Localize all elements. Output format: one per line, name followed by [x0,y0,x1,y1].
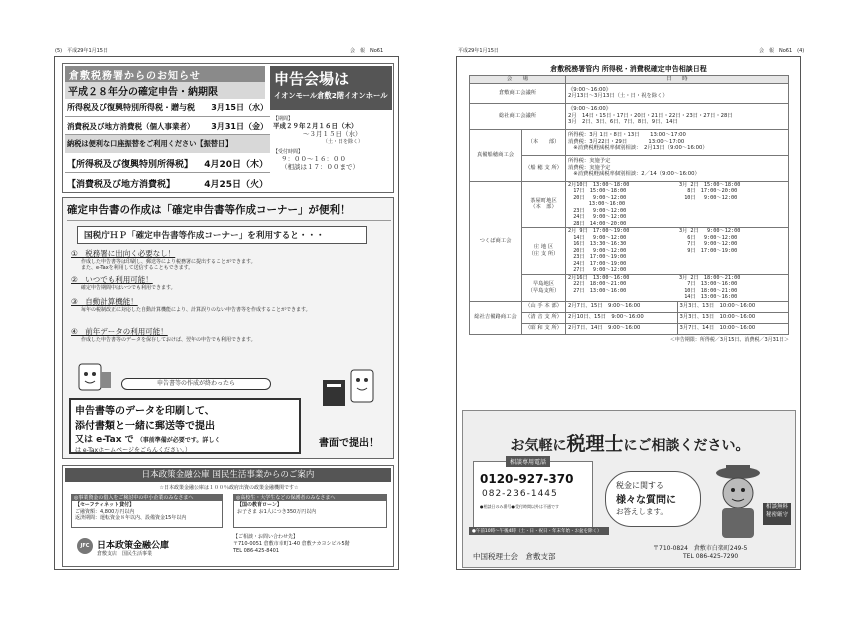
callout-line3: 又は e-Tax で [75,435,134,445]
jfc-contact [233,534,387,554]
benefit-item [71,248,389,274]
callout-line3b: （事前準備が必要です。詳しく [136,437,221,444]
benefit-body: 作成した申告書等のデータを保存しておけば、翌年の申告でも利用できます。 [81,337,256,343]
callout-line2: 添付書類と一緒に郵送等で提出 [75,421,215,432]
benefit-heading: ④ 前年データの利用可能！ [71,327,168,336]
deadline-row [65,117,270,135]
date-cell: 3月3日、13日 10:00～16:00 [677,301,789,312]
deadline-label: 納税は便利な口座振替をご利用ください【振替日】 [67,139,233,148]
deadline-list [65,98,270,193]
efile-caption: 申告書等の作成が終わったら [121,378,271,390]
submit-text: 書面で提出！ [319,438,379,449]
venue-cell: つくば商工会 [470,181,522,301]
jfc-loan-name: 【セーフティネット貸付】 [75,502,135,508]
deadline-label: 消費税及び地方消費税（個人事業者） [67,122,195,131]
tax-notice-title: 平成２８年分の確定申告・納期限 [65,82,265,99]
right-header-issue: 会 報 No61 (4) [759,48,805,54]
tax-mascot-icon [75,362,115,396]
sub-venue-cell: 早島地区 （早島支所） [522,274,566,301]
deadline-label: 【消費税及び地方消費税】 [67,180,176,190]
deadline-date: 3月15日（水） [211,103,268,112]
deadline-date: 4月25日（火） [204,180,268,190]
date-cell: 3月 2日 15:00～18:00 8日 17:00～20:00 10日 9:00～12:00 [677,181,789,228]
deadline-row [65,98,270,117]
deadline-date: 3月31日（金） [211,122,268,131]
sub-venue-cell: 庄 地 区 （庄 支 所） [522,228,566,275]
benefit-heading: ② いつでも利用可能！ [71,275,153,284]
benefit-body: 確定申告期間中はいつでも利用できます。 [81,285,176,291]
benefit-item [71,326,389,348]
date-cell: 2月 9日 17:00～19:00 14日 9:00～12:00 16日 13:30～16:30 20日 9:00～12:00 23日 17:00～19:00 24日 17:00～19:00 27日 9:00～12:00 [566,228,678,275]
benefit-item [71,296,389,326]
date-cell: 2月10日、15日 9:00～16:00 [566,312,678,323]
period-note: （土・日を除く） [323,138,364,145]
venue-details [273,116,391,172]
jfc-edu-head: ◎高校生・大学生などの保護者のみなさまへ [234,495,386,501]
table-row [470,301,789,312]
sub-venue-cell: （船 穂 支 所） [522,155,566,181]
callout-line1: 申告書等のデータを印刷して、 [75,406,215,417]
venue-cell: 総社商工会議所 [470,103,566,129]
tax-notice-banner: 倉敷税務署からのお知らせ [65,66,265,83]
ad-tel-label: 相談専用電話 [506,456,550,467]
date-cell: 2月7日、15日 9:00～16:00 [566,301,678,312]
ad-phone-card [473,461,593,535]
left-page [0,0,429,621]
date-cell: 2月16日 13:00～16:00 22日 18:00～21:00 27日 13:00～16:00 [566,274,678,301]
table-row [470,103,789,129]
right-header-date: 平成29年1月15日 [458,48,499,54]
venue-cell: 真備船穂商工会 [470,129,522,181]
ad-tel-note: ●相談日のみ番号●受付時間以外は不通です [480,504,559,509]
jfc-branch: 倉敷支店 国民生活事業 [97,551,153,557]
hours-label: 【受付時間】 [273,148,304,155]
jfc-contact-tel: TEL 086-425-8401 [233,547,280,554]
col-venue: 会 場 [470,76,566,84]
date-cell: 《9:00～16:00》 2月 14日・15日・17日・20日・21日・22日・23日・27日・28日 3月 2日、3日、6日、7日、8日、9日、14日 [566,103,789,129]
tax-notice [62,63,394,193]
ad-headline [463,429,797,456]
date-cell: 3月 2日 18:00～21:00 7日 13:00～16:00 10日 18:00～21:00 14日 13:00～16:00 [677,274,789,301]
jfc-logo-text: 日本政策金融公庫 [97,541,170,551]
jfc-title: 日本政策金融公庫 国民生活事業からのご案内 [65,468,391,482]
deadline-date: 4月20日（木） [204,160,268,170]
period-label: 【期間】 [273,116,294,122]
sub-venue-cell: （本 部） [522,129,566,155]
period-to: ～３月１５日（水） [303,130,362,139]
period-value: 平成２９年２月１６日（木） [273,122,358,130]
callout-line4: は e-Taxホームページをごらんください。） [75,447,191,454]
accountant-mascot-icon [708,463,768,543]
efile-title: 確定申告書の作成は「確定申告書等作成コーナー」が便利！ [67,202,391,221]
ad-headline-a: お気軽に [510,438,567,454]
ad-tel: TEL 086-425-7290 [683,553,739,561]
jfc-loan-amount: ご融資額：4,800万円以内 [75,509,135,515]
venue-title: 申告会場は [274,70,350,88]
date-cell: 3月3日、13日 10:00～16:00 [677,312,789,323]
date-cell: 所得税：実施予定 消費税：実施予定 ※消費税軽減税率個別相談：2／14（9:00～16:00） [566,155,789,181]
jfc-edu-amount: お子さま お1人につき350万円以内 [237,509,317,515]
jfc-loan-period: 返済期間：運転資金８年以内、設備資金15年以内 [75,515,187,521]
date-cell: 所得税：3月 1日・8日・13日 13:00～17:00 消費税：3月22日・29日 13:00～17:00 ※消費税軽減税率個別相談： 2月13日（9:00～16:00） [566,129,789,155]
date-cell: 3月7日、14日 10:00～16:00 [677,323,789,334]
benefit-heading: ① 税務署に出向く必要なし！ [71,249,176,258]
efile-subtitle: 国税庁ＨＰ「確定申告書等作成コーナー」を利用すると・・・ [77,226,367,244]
ad-tel2: 082-236-1445 [482,489,558,499]
table-row [470,83,789,103]
hours-note: （相談は１７：００まで） [281,163,359,172]
deadline-row [65,153,270,173]
postbox-mascot-icon [321,366,381,408]
schedule-title: 倉敷税務署管内 所得税・消費税確定申告相談日程 [550,65,707,73]
ad-hours: ●午前10時～午後4時（土・日・祝日・年末年始・お盆を除く） [469,527,609,535]
sub-venue-cell: 茶屋町地区 （本 部） [522,181,566,228]
jfc-notice [62,465,394,567]
efile-benefits [71,248,389,348]
ad-bubble-line3: お答えします。 [616,507,668,516]
efile-callout [69,398,301,454]
jfc-edu-box [233,494,387,528]
ad-tel1: 0120-927-370 [480,472,574,486]
jfc-contact-head: 【ご相談・お問い合わせ先】 [233,534,299,540]
left-header-issue: 会 報 No61 [350,48,384,54]
jfc-loan-box [71,494,223,528]
date-cell: 《9:00～16:00》 2月13日～3月13日（土・日・祝を除く） [566,83,789,103]
benefit-item [71,274,389,296]
deadline-label: 所得税及び復興特別所得税・贈与税 [67,103,195,112]
hours-value: ９：００～１６：００ [281,154,346,163]
venue-cell: 総社吉備路商工会 [470,301,522,334]
ad-headline-b: 税理士 [566,433,624,455]
venue-name: イオンモール倉敷2階イオンホール [274,91,388,100]
col-date: 日 時 [566,76,789,84]
jfc-logo-icon: JFC [77,538,93,554]
schedule-table [469,75,789,343]
ad-addr: 〒710-0824 倉敷市白楽町249-5 [653,545,748,552]
ad-speech-bubble [605,471,701,527]
deadline-row [65,173,270,193]
sub-venue-cell: （清 音 支 所） [522,312,566,323]
table-row [470,129,789,155]
venue-banner [270,66,392,110]
right-page [429,0,859,621]
date-cell: 2月7日、14日 9:00～16:00 [566,323,678,334]
ad-badge: 相談無料 秘密厳守 [763,503,791,525]
benefit-body: 作成した申告書等は印刷し、郵送等により税務署に提出することができます。 また、e-Taxを利用して送信することもできます。 [81,259,256,271]
sub-venue-cell: （昭 和 支 所） [522,323,566,334]
jfc-note: ☆日本政策金融公庫は１００％政府出資の政策金融機関です☆ [159,485,299,491]
jfc-edu-name: 【国の教育ローン】 [237,502,282,508]
deadline-label: 【所得税及び復興特別所得税】 [67,160,194,170]
efile-section [62,197,394,459]
table-row [470,181,789,228]
filing-deadline: ＜申告期限：所得税／3月15日、消費税／3月31日＞ [669,336,789,343]
ad-org: 中国税理士会 倉敷支部 [473,552,556,561]
ad-headline-c: にご相談ください。 [623,438,750,454]
benefit-body: 毎年の税制改正に対応した自動計算機能により、計算誤りのない申告書等を作成することができます。 [81,307,311,313]
date-cell: 2月10日 13:00～18:00 17日 15:00～18:00 20日 9:00～12:00 13:00～16:00 23日 9:00～12:00 24日 9:00～12:00 28日 14:00～20:00 [566,181,678,228]
ad-bubble-line2: 様々な質問に [616,495,676,506]
benefit-heading: ③ 自動計算機能！ [71,297,138,306]
left-header-date: (5) 平成29年1月15日 [55,48,108,54]
date-cell: 3月 2日 9:00～12:00 6日 9:00～12:00 7日 9:00～12:00 9日 17:00～19:00 [677,228,789,275]
venue-cell: 倉敷商工会議所 [470,83,566,103]
deadline-row [65,135,270,153]
jfc-contact-addr: 〒710-0051 倉敷市幸町1-40 倉敷ナカヨシビル5階 [233,540,350,547]
sub-venue-cell: （山 手 本 部） [522,301,566,312]
table-header [470,76,789,84]
ad-contact [653,545,747,562]
ad-bubble-line1: 税金に関する [616,481,664,490]
jfc-loan-head: ◎事業資金の借入をご検討中の中小企業のみなさまへ [72,495,222,501]
tax-accountant-ad [462,410,796,568]
